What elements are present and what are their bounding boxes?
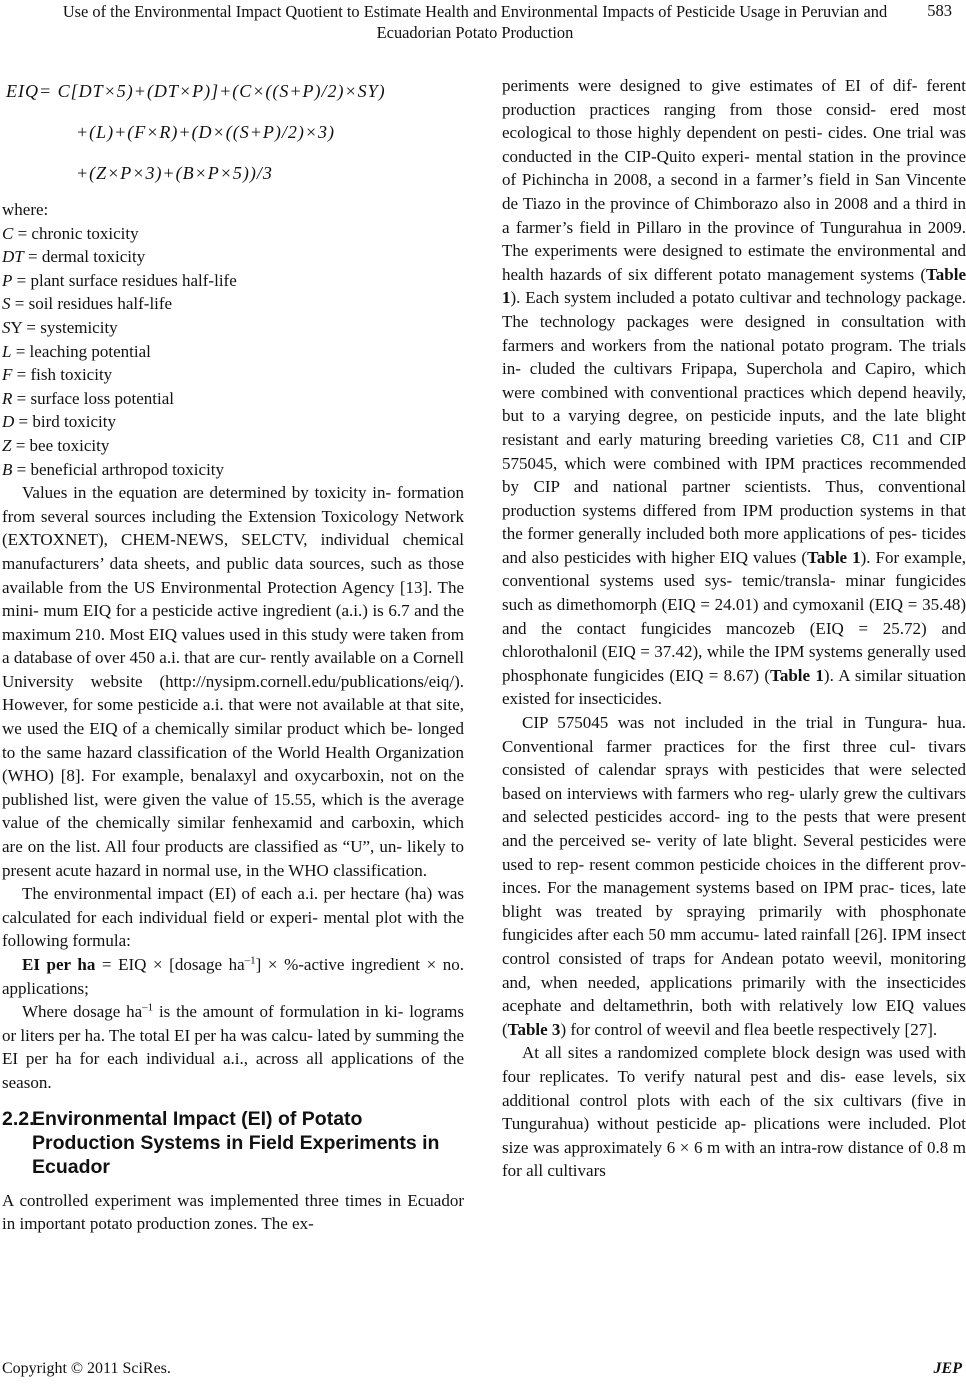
variable-dt: DT = dermal toxicity <box>2 247 146 267</box>
paragraph-eiq-sources: Values in the equation are determined by toxicity in- formation from several sources including the Extension Toxicology Network (EXTOXNET), CHEM-NEWS, SELCTV, individual chemical manufacturers’ data sheets, and public data sources, such as those available from the US Environmental Protection Agency [13]. The mini- mum EIQ for a pesticide active ingredient (a.i.) is 6.7 and the maximum 210. Most EIQ values used in this study were taken from a database of over 450 a.i. that are cur- rently available on a Cornell University website (http://nysipm.cornell.edu/publications/eiq/). However, for some pesticide a.i. that were not available at that site, we used the EIQ of a chemically similar product which be- longed to the same hazard classification of the World Health Organization (WHO) [8]. For example, benalaxyl and oxycarboxin, not on the published list, were given the value of 15.55, which is the average value of the chemically similar fenhexamid and carboxin, which are on the list. All four products are classified as “U”, un- likely to present acute hazard in normal use, in the WHO classification. <box>2 483 464 880</box>
variable-c: C = chronic toxicity <box>2 223 139 243</box>
page-header <box>0 0 966 44</box>
variable-d: D = bird toxicity <box>2 412 116 432</box>
paragraph-ei-formula-intro: The environmental impact (EI) of each a.i. per hectare (ha) was calculated for each individual field or experi- mental plot with the following formula: <box>2 884 464 951</box>
paragraph-block-design: At all sites a randomized complete block design was used with four replicates. To verify natural pest and dis- ease levels, six additional control plots with each of the six cultivars (five in Tungurahua) without pesticide ap- plications were included. Plot size was approximately 6 × 6 m with an intra-row distance of 0.8 m for all cultivars <box>502 1043 966 1181</box>
left-column <box>2 74 464 1236</box>
variable-b: B = beneficial arthropod toxicity <box>2 459 225 479</box>
copyright-notice: Copyright © 2011 SciRes. <box>2 1360 171 1377</box>
variable-sy: SY = systemicity <box>2 317 118 337</box>
paragraph-dosage-definition: Where dosage $ha^{-1}$ is the amount of formulation in ki- lograms or liters per ha. The total EI per ha was calcu- lated by summing the EI per ha for each individual a.i., across all applications of the season. <box>2 1001 464 1092</box>
variable-p: P = plant surface residues half-life <box>2 270 237 290</box>
equation-line-3: +(Z×P×3)+(B×P×5))/3 <box>76 163 273 183</box>
page-number: 583 <box>927 1 952 20</box>
eiq-equation <box>2 74 464 198</box>
journal-abbreviation: JEP <box>933 1360 962 1377</box>
variable-list <box>2 198 464 481</box>
ei-per-ha-formula: EI per ha = EIQ × [dosage $ha^{-1}$] × %-active ingredient × no. applications; <box>2 954 464 998</box>
paragraph-experiment-design: periments were designed to give estimates of EI of dif- ferent production practices ranging from those consid- ered most ecological to those highly dependent on pesti- cides. One trial was conducted in the CIP-Quito experi- mental station in the province of Pichincha in 2008, a second in a farmer’s field in San Vincente de Tiazo in the province of Chimborazo also in 2008 and a third in a farmer’s field in Pillaro in the province of Tungurahua in 2009. The experiments were designed to estimate the environmental and health hazards of six different potato management systems (Table 1). Each system included a potato cultivar and technology package. The technology packages were designed in consultation with farmers and workers from the national potato program. The trials in- cluded the cultivars Fripapa, Superchola and Capiro, which were combined with conventional practices which depend heavily, but to a varying degree, on pesticide inputs, and the late blight resistant and early maturing breeding varieties C8, C11 and CIP 575045, which were combined with IPM practices recommended by CIP and national partner scientists. Thus, conventional production systems differed from IPM production systems in that the former generally included both more applications of pes- ticides and also pesticides with higher EIQ values (Table 1). For example, conventional systems used sys- temic/transla- minar fungicides such as dimethomorph (EIQ = 24.01) and cymoxanil (EIQ = 35.48) and the contact fungicides mancozeb (EIQ = 25.72) and chlorothalonil (EIQ = 37.42), while the IPM systems generally used phosphonate fungicides (EIQ = 8.67) (Table 1). A similar situation existed for insecticides. <box>502 76 966 709</box>
equation-line-1: EIQ= C[DT×5)+(DT×P)]+(C×((S+P)/2)×SY) <box>6 81 386 101</box>
where-label: where: <box>2 200 49 219</box>
variable-r: R = surface loss potential <box>2 388 174 408</box>
right-column <box>502 74 966 1183</box>
paragraph-farmer-practices: CIP 575045 was not included in the trial in Tungura- hua. Conventional farmer practices for the first three cul- tivars consisted of calendar sprays with pesticides that were selected based on interviews with farmers who reg- ularly grew the cultivars and selected pesticides accord- ing to the pests that were present and the perceived se- verity of late blight. Several pesticides were used to rep- resent common pesticide choices in the different prov- inces. For the management systems based on IPM prac- tices, late blight was treated by spraying primarily with phosphonate fungicides after each 50 mm accumu- lated rainfall [26]. IPM insect control consisted of traps for Andean potato weevil, monitoring and, when needed, applications primarily with the insecticides acephate and deltamethrin, both with relatively low EIQ values (Table 3) for control of weevil and flea beetle respectively [27]. <box>502 713 966 1039</box>
running-title: Use of the Environmental Impact Quotient to Estimate Health and Environmental Impacts of Pesticide Usage in Peruvian and Ecuadorian Potato Production <box>62 2 888 42</box>
variable-l: L = leaching potential <box>2 341 151 361</box>
paragraph-controlled-experiment: A controlled experiment was implemented three times in Ecuador in important potato production zones. The ex- <box>2 1190 464 1234</box>
variable-s: S = soil residues half-life <box>2 294 173 314</box>
section-heading-2-2: 2.2.Environmental Impact (EI) of Potato Production Systems in Field Experiments in Ecuador <box>2 1107 440 1178</box>
variable-f: F = fish toxicity <box>2 365 113 385</box>
equation-line-2: +(L)+(F×R)+(D×((S+P)/2)×3) <box>76 122 335 142</box>
variable-z: Z = bee toxicity <box>2 435 110 455</box>
